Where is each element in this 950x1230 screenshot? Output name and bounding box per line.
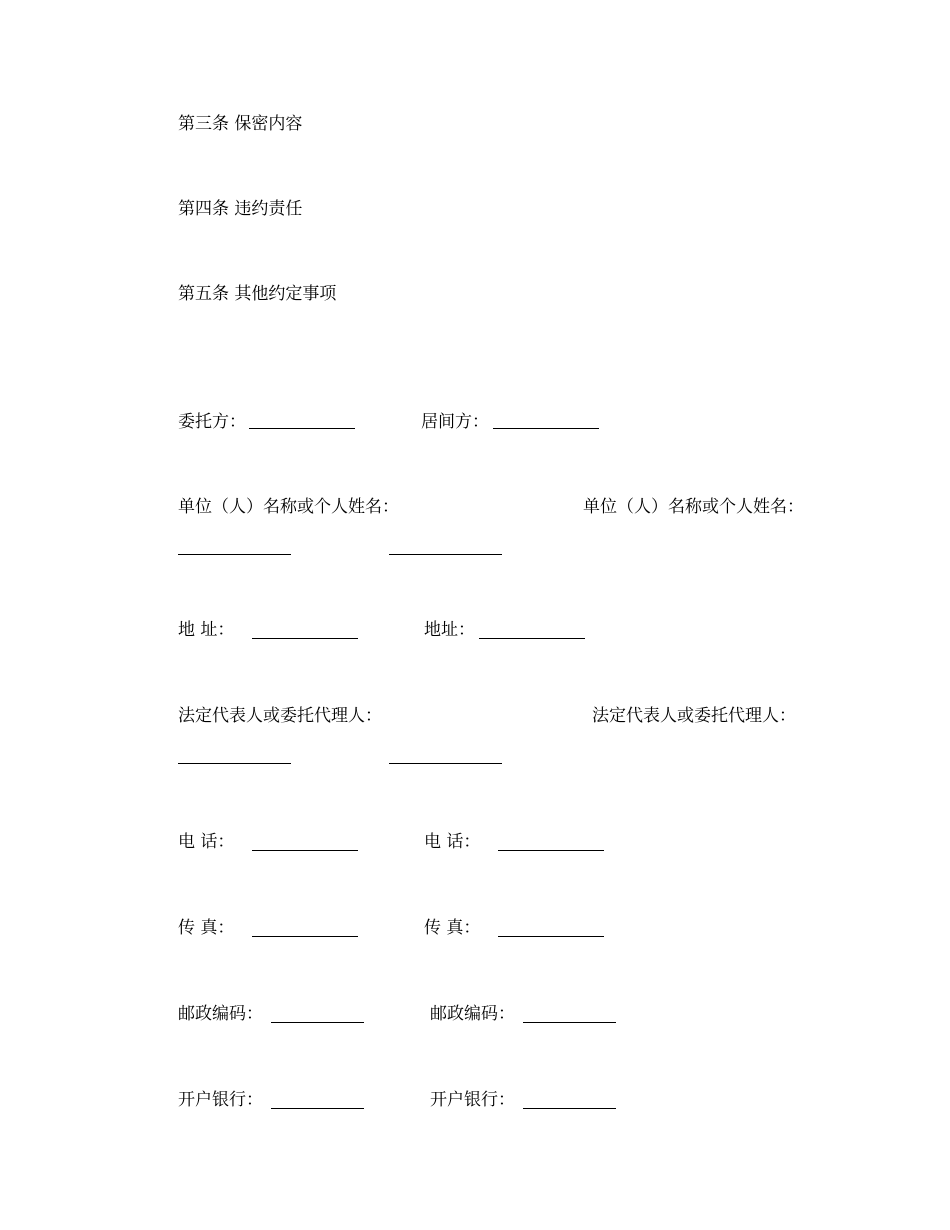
broker-name-label: 单位（人）名称或个人姓名： [583, 497, 804, 517]
broker-postcode-label: 邮政编码： [430, 1004, 515, 1024]
client-address-blank[interactable] [252, 638, 358, 639]
article-5-heading: 第五条 其他约定事项 [178, 284, 337, 304]
broker-phone-blank[interactable] [498, 850, 604, 851]
client-name-blank[interactable] [178, 554, 291, 555]
broker-representative-blank[interactable] [389, 763, 502, 764]
broker-fax-blank[interactable] [498, 936, 604, 937]
broker-fax-label: 传 真： [424, 918, 481, 938]
broker-bank-blank[interactable] [523, 1108, 616, 1109]
client-postcode-label: 邮政编码： [178, 1004, 263, 1024]
client-fax-blank[interactable] [252, 936, 358, 937]
broker-phone-label: 电 话： [424, 832, 481, 852]
client-representative-blank[interactable] [178, 763, 291, 764]
client-party-blank[interactable] [249, 428, 355, 429]
broker-bank-label: 开户银行： [430, 1090, 515, 1110]
client-phone-label: 电 话： [178, 832, 235, 852]
client-phone-blank[interactable] [252, 850, 358, 851]
article-3-heading: 第三条 保密内容 [178, 114, 303, 134]
client-postcode-blank[interactable] [271, 1022, 364, 1023]
broker-representative-label: 法定代表人或委托代理人： [592, 706, 796, 726]
article-4-heading: 第四条 违约责任 [178, 199, 303, 219]
client-party-label: 委托方： [178, 412, 246, 432]
broker-address-blank[interactable] [479, 638, 585, 639]
broker-postcode-blank[interactable] [523, 1022, 616, 1023]
broker-address-label: 地址： [424, 620, 475, 640]
client-address-label: 地 址： [178, 620, 235, 640]
broker-party-label: 居间方： [421, 412, 489, 432]
client-bank-blank[interactable] [271, 1108, 364, 1109]
broker-party-blank[interactable] [493, 428, 599, 429]
broker-name-blank[interactable] [389, 554, 502, 555]
client-name-label: 单位（人）名称或个人姓名： [178, 497, 399, 517]
client-bank-label: 开户银行： [178, 1090, 263, 1110]
client-representative-label: 法定代表人或委托代理人： [178, 706, 382, 726]
client-fax-label: 传 真： [178, 918, 235, 938]
